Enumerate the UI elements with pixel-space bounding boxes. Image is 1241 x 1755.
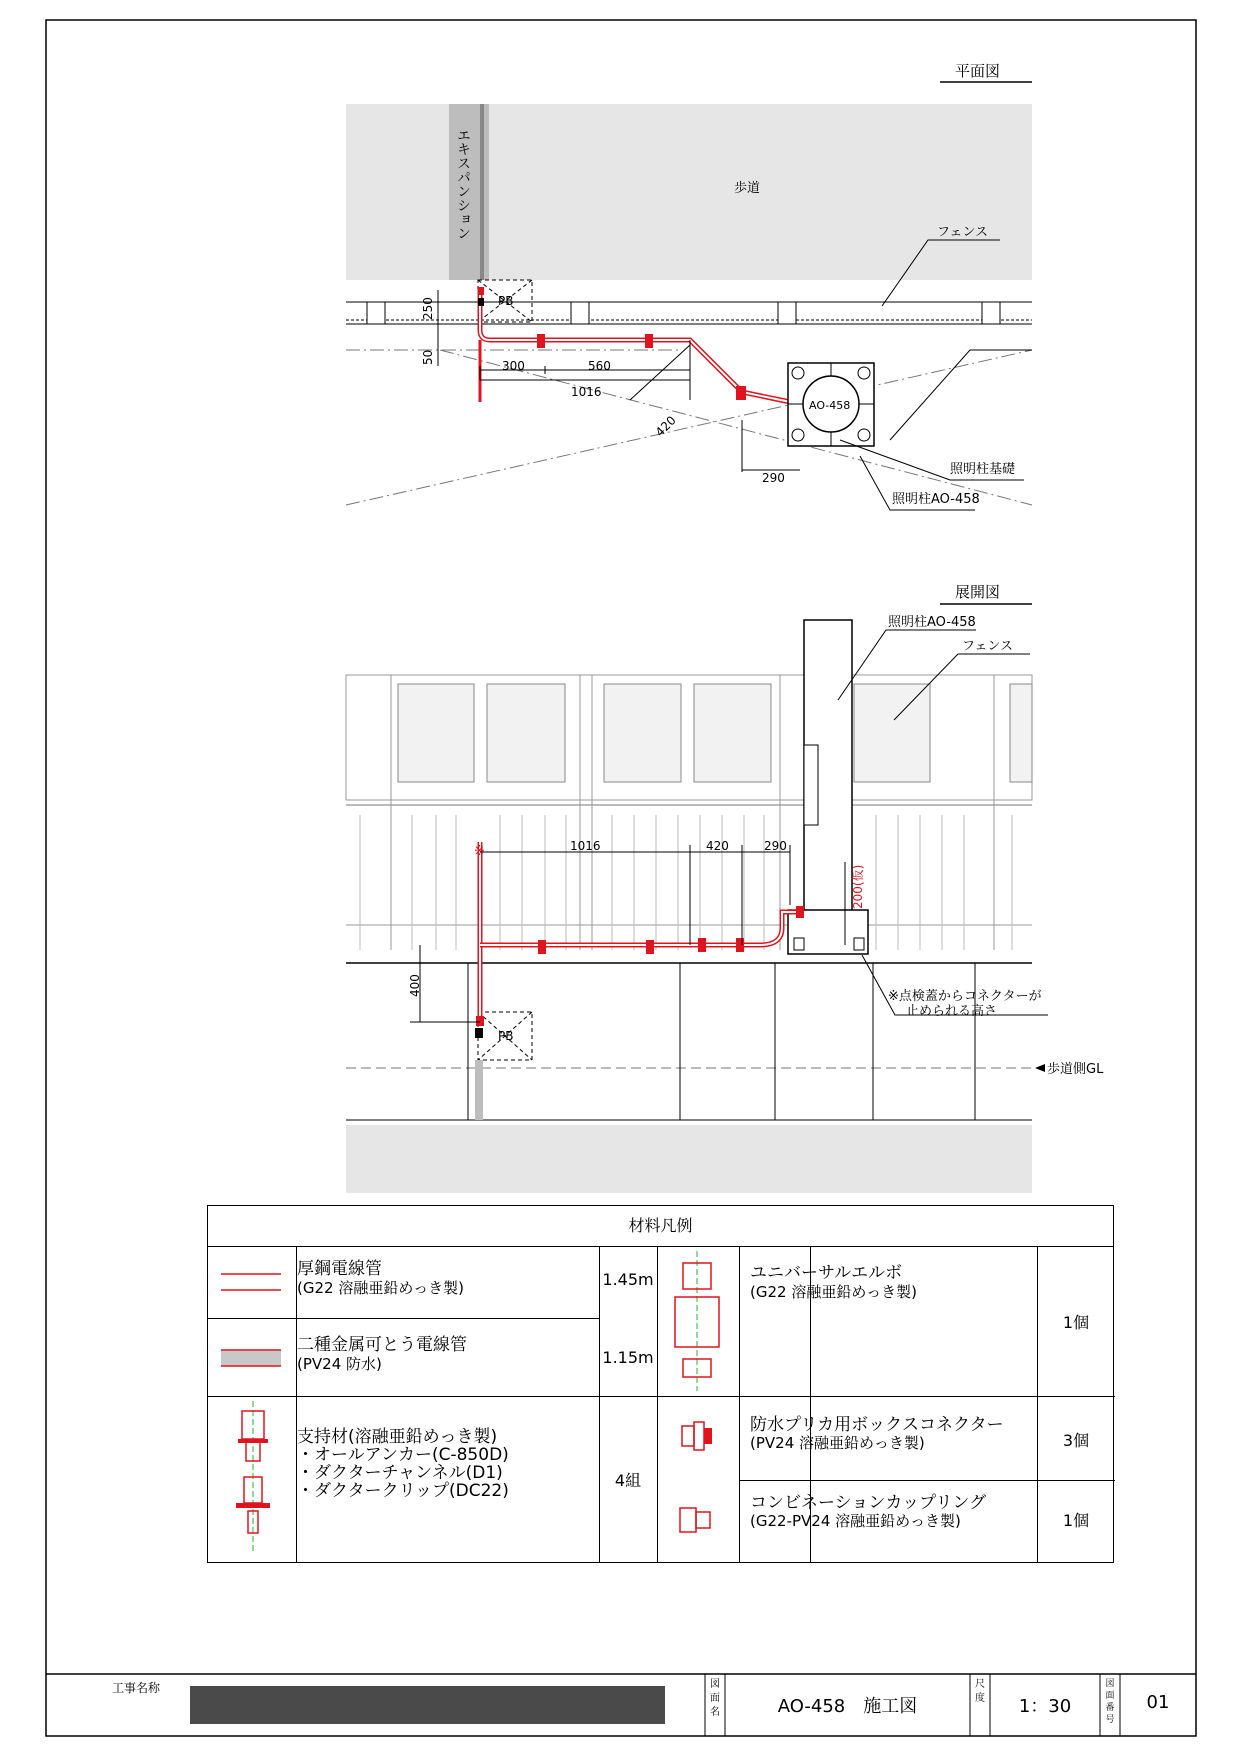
elev-dim-400: 400 bbox=[408, 974, 422, 997]
plan-title: 平面図 bbox=[955, 62, 1001, 80]
fence-slats bbox=[360, 815, 1012, 950]
legend-item-3-qty: 4組 bbox=[614, 1471, 642, 1490]
plan-pole-callout: 照明柱AO-458 bbox=[892, 492, 980, 507]
project-name-redacted bbox=[190, 1686, 665, 1724]
drawing-name: AO-458 施工図 bbox=[777, 1696, 918, 1717]
legend-item-1-qty: 1.45m bbox=[602, 1270, 654, 1289]
elev-start-marker: ※ bbox=[474, 844, 485, 859]
scale-label: 尺度 bbox=[975, 1679, 985, 1704]
foundation-label: 照明柱基礎 bbox=[950, 462, 1016, 477]
pb-label: PB bbox=[498, 294, 514, 308]
legend-item-5-qty: 3個 bbox=[1062, 1431, 1090, 1450]
legend-item-2-name: 二種金属可とう電線管 bbox=[297, 1335, 467, 1355]
legend-item-4-name: ユニバーサルエルボ bbox=[750, 1263, 903, 1283]
steel-conduit-icon bbox=[216, 1270, 286, 1294]
combination-coupling-icon bbox=[668, 1500, 728, 1540]
scale-value: 1：30 bbox=[1018, 1696, 1072, 1717]
plan-conduit bbox=[478, 287, 806, 410]
support-hardware-icon bbox=[228, 1401, 278, 1556]
expansion-label: エキスパンション bbox=[455, 128, 471, 240]
elev-pole-callout: 照明柱AO-458 bbox=[888, 615, 976, 630]
dim-300: 300 bbox=[502, 359, 525, 373]
elevation-view bbox=[346, 583, 1104, 1193]
dim-560: 560 bbox=[588, 359, 611, 373]
legend-item-3-name: 支持材(溶融亜鉛めっき製) bbox=[297, 1427, 498, 1447]
elev-title: 展開図 bbox=[955, 583, 1001, 601]
legend-item-3-line-2: ・ダクターチャンネル(D1) bbox=[297, 1463, 503, 1483]
elev-pb-label: PB bbox=[498, 1029, 514, 1043]
elev-dim-290: 290 bbox=[764, 839, 787, 853]
mesh-panels bbox=[398, 684, 1032, 782]
sidewalk-label: 歩道 bbox=[734, 181, 761, 196]
plan-dimensions bbox=[438, 290, 800, 472]
sidewalk-area bbox=[346, 104, 1032, 280]
note-line-2: 止められる高さ bbox=[906, 1004, 998, 1019]
pole-label: AO-458 bbox=[809, 399, 851, 412]
drawing-name-label: 図面名 bbox=[710, 1679, 720, 1718]
legend-item-6-spec: (G22-PV24 溶融亜鉛めっき製) bbox=[750, 1512, 961, 1530]
elev-dim-420: 420 bbox=[706, 839, 729, 853]
dim-1016: 1016 bbox=[571, 385, 602, 399]
legend-item-3-line-3: ・ダクタークリップ(DC22) bbox=[297, 1481, 509, 1501]
legend-item-2-spec: (PV24 防水) bbox=[297, 1355, 382, 1373]
dim-420: 420 bbox=[652, 413, 679, 440]
materials-legend bbox=[207, 1205, 1114, 1563]
plan-view bbox=[346, 62, 1032, 510]
legend-item-1-spec: (G22 溶融亜鉛めっき製) bbox=[297, 1279, 465, 1297]
dim-250: 250 bbox=[421, 297, 435, 320]
dim-290: 290 bbox=[762, 471, 785, 485]
box-connector-icon bbox=[668, 1416, 728, 1456]
legend-item-6-name: コンビネーションカップリング bbox=[750, 1493, 987, 1513]
legend-title: 材料凡例 bbox=[208, 1206, 1113, 1247]
fence-label: フェンス bbox=[937, 225, 988, 240]
elev-fence-label: フェンス bbox=[962, 639, 1013, 654]
sidewalk-section bbox=[346, 1125, 1032, 1193]
flex-conduit-icon bbox=[216, 1346, 286, 1370]
elev-dim-200: 200(仮) bbox=[851, 864, 865, 909]
dim-50: 50 bbox=[421, 349, 435, 365]
fence-posts bbox=[367, 302, 1000, 324]
legend-item-4-spec: (G22 溶融亜鉛めっき製) bbox=[750, 1283, 918, 1301]
legend-item-1-name: 厚鋼電線管 bbox=[297, 1259, 382, 1279]
legend-item-3-line-1: ・オールアンカー(C-850D) bbox=[297, 1445, 509, 1465]
note-line-1: ※点検蓋からコネクターが bbox=[888, 989, 1042, 1004]
drawing-number-label: 図面番号 bbox=[1105, 1679, 1115, 1725]
drawing-number: 01 bbox=[1146, 1692, 1170, 1713]
elev-dim-1016: 1016 bbox=[570, 839, 601, 853]
gl-label: 歩道側GL bbox=[1047, 1062, 1104, 1077]
legend-item-2-qty: 1.15m bbox=[602, 1348, 654, 1367]
legend-item-5-name: 防水プリカ用ボックスコネクター bbox=[750, 1415, 1004, 1435]
pole-foundation bbox=[788, 363, 874, 446]
elev-conduit bbox=[474, 842, 804, 1026]
legend-item-6-qty: 1個 bbox=[1062, 1511, 1090, 1530]
gl-arrow-icon bbox=[1035, 1064, 1045, 1072]
universal-elbow-icon bbox=[657, 1251, 737, 1393]
project-name-label: 工事名称 bbox=[112, 1681, 161, 1695]
legend-item-4-qty: 1個 bbox=[1062, 1313, 1090, 1332]
legend-item-5-spec: (PV24 溶融亜鉛めっき製) bbox=[750, 1434, 925, 1452]
